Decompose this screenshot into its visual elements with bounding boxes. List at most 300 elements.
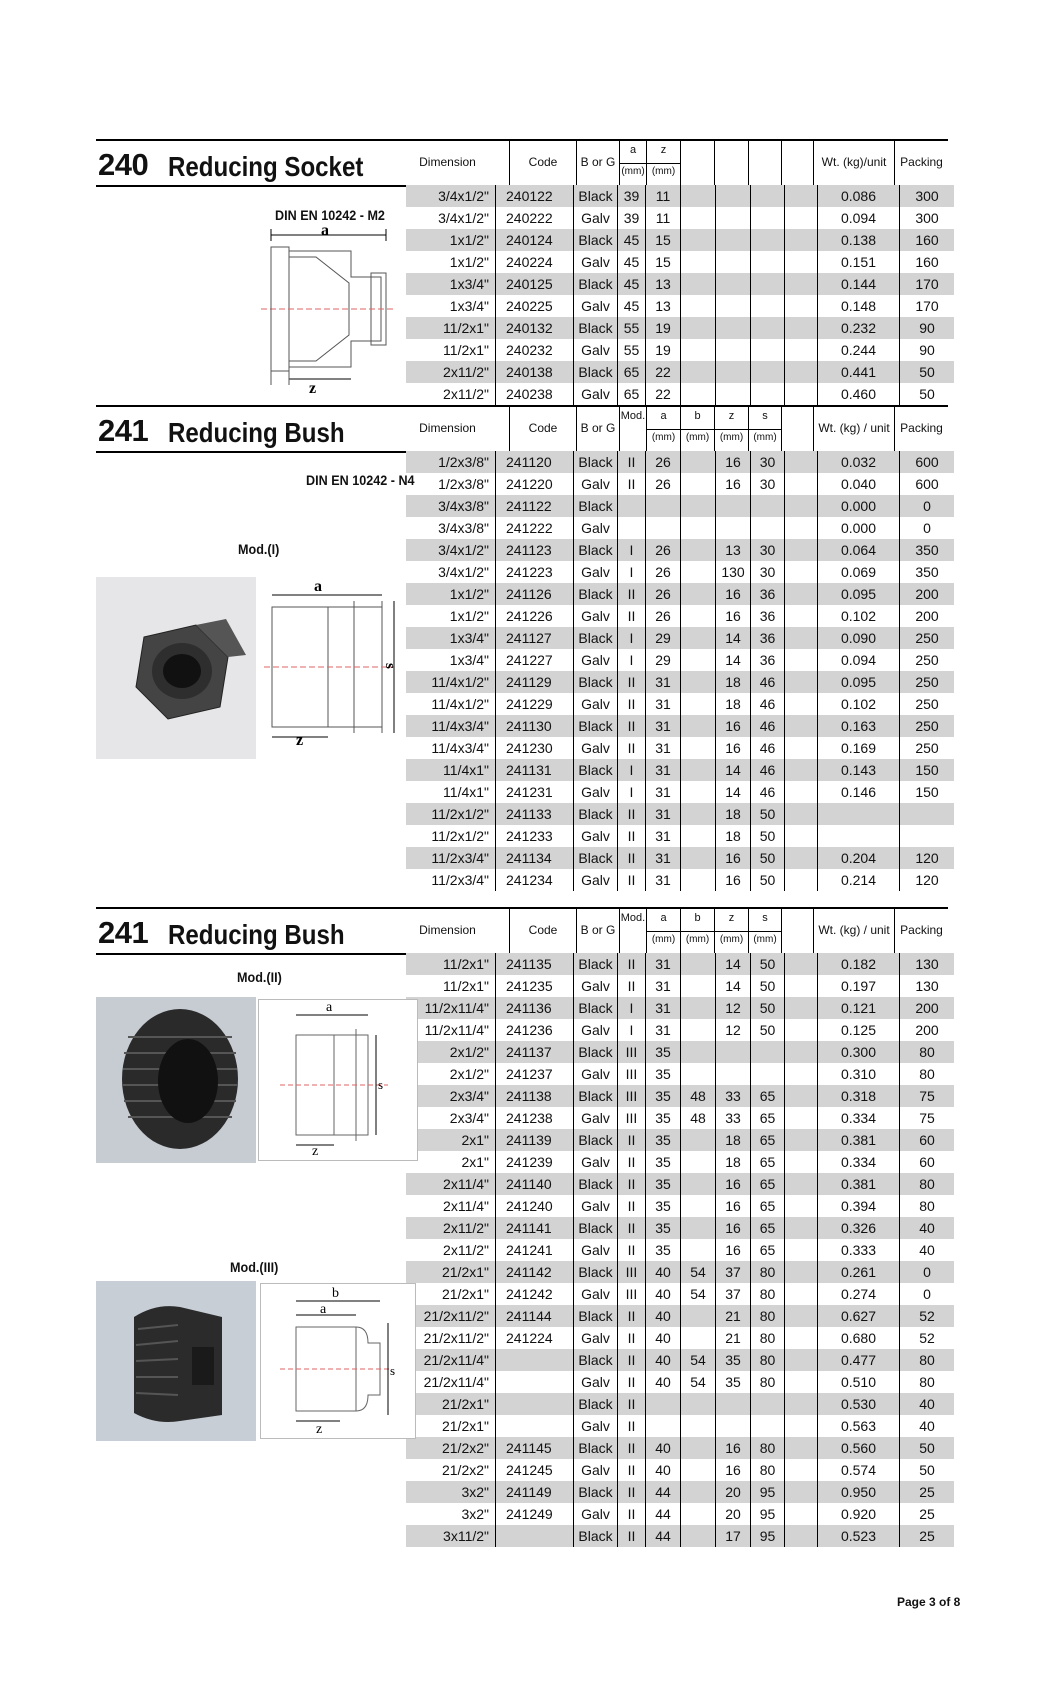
cell-borg: Black (574, 273, 618, 295)
cell-b (681, 1041, 716, 1063)
cell-code: 241136 (496, 997, 574, 1019)
cell-empty (785, 1525, 818, 1547)
cell-dim: 11/2x1" (406, 953, 496, 975)
cell-a: 26 (646, 539, 681, 561)
reducing-bush-diagram (264, 575, 404, 745)
cell-code: 241127 (496, 627, 574, 649)
cell-empty (681, 251, 716, 273)
cell-wt: 0.530 (818, 1393, 900, 1415)
col-header-z: z (mm) (646, 141, 680, 185)
cell-code (496, 1525, 574, 1547)
cell-s: 80 (751, 1437, 785, 1459)
table-row (406, 473, 954, 495)
table-row (406, 1195, 954, 1217)
cell-dim: 1x3/4" (449, 652, 489, 668)
cell-b (681, 825, 716, 847)
table-row (406, 1085, 954, 1107)
cell-s: 36 (751, 583, 785, 605)
cell-empty (785, 1349, 818, 1371)
cell-code: 241231 (496, 781, 574, 803)
cell-dim: 1x3/4" (406, 273, 496, 295)
cell-wt: 0.574 (818, 1459, 900, 1481)
cell-empty (785, 1327, 818, 1349)
cell-code: 241145 (496, 1437, 574, 1459)
col-header-empty (748, 141, 781, 185)
table-row (406, 1173, 954, 1195)
cell-a: 40 (646, 1371, 681, 1393)
cell-dim: 1/2x3/8" (406, 451, 496, 473)
cell-pack: 0 (900, 517, 955, 539)
cell-dim: 11/2x1/2" (431, 828, 489, 844)
cell-s: 65 (751, 1107, 785, 1129)
cell-dim: 11/2x3/4" (431, 872, 489, 888)
cell-borg: Black (574, 715, 618, 737)
dim-s-label: s (382, 663, 398, 669)
cell-code: 240224 (496, 251, 574, 273)
cell-empty (785, 759, 818, 781)
table-row (406, 451, 954, 473)
cell-mod: II (618, 737, 646, 759)
cell-z: 37 (716, 1261, 751, 1283)
cell-mod: I (618, 561, 646, 583)
cell-b (681, 953, 716, 975)
table-row (406, 561, 954, 583)
cell-wt: 0.627 (818, 1305, 900, 1327)
cell-code: 241234 (496, 869, 574, 891)
cell-s: 50 (751, 975, 785, 997)
table-row (406, 1041, 954, 1063)
cell-z: 37 (716, 1283, 751, 1305)
cell-z: 12 (716, 1019, 751, 1041)
cell-wt: 0.069 (818, 561, 900, 583)
cell-pack: 600 (900, 473, 955, 495)
cell-dim: 21/2x2" (406, 1437, 496, 1459)
cell-a: 40 (646, 1437, 681, 1459)
cell-code: 241236 (496, 1019, 574, 1041)
table-row (406, 229, 954, 251)
cell-mod: III (618, 1107, 646, 1129)
cell-pack: 50 (900, 1437, 955, 1459)
cell-wt: 0.204 (818, 847, 900, 869)
cell-pack: 25 (900, 1481, 955, 1503)
col-header-code: Code (509, 407, 576, 451)
col-header-a: a (mm) (646, 909, 680, 953)
cell-wt (818, 825, 900, 847)
cell-empty (785, 953, 818, 975)
cell-empty (785, 1239, 818, 1261)
cell-empty (681, 273, 716, 295)
cell-empty (785, 207, 818, 229)
cell-pack: 50 (900, 1459, 955, 1481)
cell-b (681, 1063, 716, 1085)
cell-pack: 250 (900, 649, 955, 671)
cell-b (681, 737, 716, 759)
cell-wt: 0.441 (818, 361, 900, 383)
cell-z (716, 517, 751, 539)
cell-wt: 0.560 (818, 1437, 900, 1459)
table-row (406, 1283, 954, 1305)
cell-b (681, 803, 716, 825)
cell-dim: 2x11/2" (406, 361, 496, 383)
cell-pack: 40 (900, 1393, 955, 1415)
cell-dim: 11/4x3/4" (406, 715, 496, 737)
cell-wt: 0.102 (818, 693, 900, 715)
cell-b (681, 561, 716, 583)
cell-borg: Galv (574, 207, 618, 229)
col-header-s: s (mm) (748, 407, 781, 451)
cell-mod: III (618, 1283, 646, 1305)
cell-z: 14 (716, 627, 751, 649)
cell-mod: II (618, 1217, 646, 1239)
cell-borg: Galv (574, 1239, 618, 1261)
reducing-bush-diagram-mod3 (260, 1283, 416, 1439)
table-row (406, 1217, 954, 1239)
cell-z: 16 (716, 1173, 751, 1195)
cell-borg: Black (574, 229, 618, 251)
cell-borg: Galv (574, 1195, 618, 1217)
cell-dim: 21/2x1" (406, 1393, 496, 1415)
cell-b: 54 (681, 1261, 716, 1283)
cell-empty (785, 649, 818, 671)
cell-borg: Black (574, 583, 618, 605)
cell-code: 241137 (496, 1041, 574, 1063)
cell-dim: 1/2x3/8" (438, 476, 489, 492)
cell-a: 35 (646, 1195, 681, 1217)
table-row (406, 1305, 954, 1327)
cell-code: 241140 (496, 1173, 574, 1195)
cell-empty (716, 317, 751, 339)
cell-a: 45 (618, 295, 646, 317)
col-header-borg: B or G (576, 141, 619, 185)
dim-s-label: s (390, 1363, 396, 1378)
cell-wt: 0.334 (818, 1151, 900, 1173)
cell-z: 130 (716, 561, 751, 583)
cell-z: 19 (646, 317, 681, 339)
cell-s: 80 (751, 1327, 785, 1349)
cell-a: 31 (646, 825, 681, 847)
cell-dim: 2x1/2" (406, 1041, 496, 1063)
cell-z: 20 (716, 1503, 751, 1525)
cell-dim: 11/4x1" (443, 784, 489, 800)
cell-dim: 2x11/4" (443, 1198, 489, 1214)
cell-code: 241245 (496, 1459, 574, 1481)
cell-s: 80 (751, 1283, 785, 1305)
cell-borg: Black (574, 185, 618, 207)
cell-mod: II (618, 1129, 646, 1151)
cell-b (681, 1415, 716, 1437)
cell-empty (785, 803, 818, 825)
cell-borg: Galv (574, 1151, 618, 1173)
cell-s: 46 (751, 671, 785, 693)
table-240 (406, 185, 954, 405)
cell-s: 80 (751, 1371, 785, 1393)
cell-a: 39 (618, 207, 646, 229)
cell-borg: Black (574, 361, 618, 383)
cell-empty (785, 1151, 818, 1173)
cell-mod: II (618, 1327, 646, 1349)
cell-mod: II (618, 605, 646, 627)
cell-code: 241122 (496, 495, 574, 517)
cell-wt: 0.138 (818, 229, 900, 251)
cell-mod: III (618, 1063, 646, 1085)
table-row (406, 1481, 954, 1503)
cell-code (496, 1349, 574, 1371)
cell-pack (900, 803, 955, 825)
cell-a: 45 (618, 251, 646, 273)
section-241-first (96, 405, 948, 888)
cell-wt: 0.094 (818, 207, 900, 229)
cell-z: 16 (716, 473, 751, 495)
cell-code: 241149 (496, 1481, 574, 1503)
cell-pack: 200 (900, 1019, 955, 1041)
cell-mod: I (618, 1019, 646, 1041)
cell-pack: 52 (900, 1327, 955, 1349)
cell-wt: 0.032 (818, 451, 900, 473)
cell-a: 45 (618, 229, 646, 251)
cell-z: 18 (716, 825, 751, 847)
cell-empty (751, 361, 785, 383)
col-header-packing: Packing (894, 909, 948, 953)
cell-code (496, 1371, 574, 1393)
cell-mod: II (618, 1239, 646, 1261)
cell-mod: II (618, 473, 646, 495)
cell-empty (785, 1503, 818, 1525)
cell-empty (751, 229, 785, 251)
cell-mod: I (618, 627, 646, 649)
cell-empty (785, 317, 818, 339)
cell-code: 240132 (496, 317, 574, 339)
cell-wt: 0.326 (818, 1217, 900, 1239)
cell-pack: 300 (900, 207, 955, 229)
cell-b (681, 693, 716, 715)
cell-code: 240138 (496, 361, 574, 383)
cell-mod: II (618, 1305, 646, 1327)
cell-pack: 80 (900, 1063, 955, 1085)
cell-mod: II (618, 693, 646, 715)
cell-a: 45 (618, 273, 646, 295)
cell-a: 35 (646, 1239, 681, 1261)
cell-wt: 0.477 (818, 1349, 900, 1371)
cell-z: 11 (646, 207, 681, 229)
cell-borg: Black (574, 759, 618, 781)
table-row (406, 1503, 954, 1525)
cell-z: 18 (716, 671, 751, 693)
cell-a (646, 1415, 681, 1437)
cell-pack: 250 (900, 627, 955, 649)
cell-b (681, 495, 716, 517)
col-header-packing: Packing (894, 141, 948, 185)
cell-code: 240232 (496, 339, 574, 361)
cell-s (751, 517, 785, 539)
section-title: Reducing Bush (168, 919, 345, 950)
cell-borg: Black (574, 1525, 618, 1547)
cell-dim: 2x11/2" (406, 1217, 496, 1239)
cell-b: 54 (681, 1349, 716, 1371)
cell-pack: 80 (900, 1349, 955, 1371)
table-row (406, 295, 954, 317)
cell-code: 241141 (496, 1217, 574, 1239)
page-number: Page 3 of 8 (897, 1595, 961, 1609)
cell-code: 241238 (496, 1107, 574, 1129)
cell-a: 26 (646, 583, 681, 605)
table-row (406, 251, 954, 273)
dim-a-label: a (321, 227, 329, 239)
reducing-socket-diagram (261, 227, 401, 397)
cell-code: 241239 (496, 1151, 574, 1173)
cell-pack: 160 (900, 229, 955, 251)
cell-z: 14 (716, 953, 751, 975)
col-header-borg: B or G (576, 407, 619, 451)
cell-empty (716, 383, 751, 405)
cell-borg: Galv (574, 1107, 618, 1129)
cell-a (646, 1393, 681, 1415)
cell-pack: 120 (900, 869, 955, 891)
cell-a: 65 (618, 383, 646, 405)
cell-pack: 40 (900, 1415, 955, 1437)
cell-dim: 21/2x11/4" (423, 1374, 489, 1390)
cell-a (646, 495, 681, 517)
cell-mod: II (618, 1393, 646, 1415)
cell-wt: 0.381 (818, 1173, 900, 1195)
col-header-dimension: Dimension (419, 923, 476, 937)
cell-borg: Black (574, 1217, 618, 1239)
cell-b (681, 517, 716, 539)
cell-b (681, 1503, 716, 1525)
cell-code: 241226 (496, 605, 574, 627)
cell-mod: II (618, 1525, 646, 1547)
cell-borg: Galv (574, 1063, 618, 1085)
section-number: 240 (98, 147, 149, 182)
cell-a: 31 (646, 737, 681, 759)
table-row (406, 1327, 954, 1349)
cell-pack: 170 (900, 295, 955, 317)
cell-a: 31 (646, 781, 681, 803)
cell-s: 46 (751, 715, 785, 737)
cell-pack: 200 (900, 605, 955, 627)
cell-code: 241222 (496, 517, 574, 539)
cell-a: 31 (646, 847, 681, 869)
cell-dim: 11/2x3/4" (406, 847, 496, 869)
cell-pack: 250 (900, 737, 955, 759)
cell-b (681, 539, 716, 561)
cell-empty (785, 561, 818, 583)
table-row (406, 1393, 954, 1415)
cell-wt: 0.680 (818, 1327, 900, 1349)
cell-pack: 80 (900, 1041, 955, 1063)
cell-code: 241224 (496, 1327, 574, 1349)
cell-b (681, 1459, 716, 1481)
cell-a: 31 (646, 1019, 681, 1041)
cell-b (681, 1239, 716, 1261)
cell-a: 55 (618, 317, 646, 339)
reducing-bush-diagram-mod2 (258, 999, 418, 1161)
cell-pack: 80 (900, 1371, 955, 1393)
cell-z (716, 1041, 751, 1063)
cell-empty (785, 737, 818, 759)
col-header-mod: Mod. (619, 909, 646, 953)
cell-empty (716, 361, 751, 383)
cell-wt: 0.381 (818, 1129, 900, 1151)
cell-b (681, 1217, 716, 1239)
cell-s: 65 (751, 1151, 785, 1173)
cell-dim: 11/2x1" (406, 317, 496, 339)
cell-wt: 0.148 (818, 295, 900, 317)
table-row (406, 539, 954, 561)
cell-z: 13 (646, 295, 681, 317)
cell-s: 30 (751, 473, 785, 495)
col-header-empty (781, 909, 813, 953)
cell-borg: Galv (574, 1415, 618, 1437)
cell-borg: Black (574, 997, 618, 1019)
cell-borg: Galv (574, 869, 618, 891)
cell-a: 26 (646, 561, 681, 583)
cell-a: 31 (646, 803, 681, 825)
table-row (406, 671, 954, 693)
cell-a: 31 (646, 997, 681, 1019)
cell-z: 18 (716, 803, 751, 825)
cell-s: 46 (751, 693, 785, 715)
cell-dim: 11/2x1" (443, 978, 489, 994)
table-row (406, 1019, 954, 1041)
cell-mod: II (618, 1437, 646, 1459)
cell-z: 14 (716, 781, 751, 803)
table-row (406, 1525, 954, 1547)
section-title: Reducing Socket (168, 151, 364, 182)
cell-wt: 0.333 (818, 1239, 900, 1261)
cell-empty (785, 495, 818, 517)
col-header-a: a (mm) (619, 141, 646, 185)
cell-b (681, 1173, 716, 1195)
cell-empty (751, 383, 785, 405)
cell-s: 80 (751, 1305, 785, 1327)
cell-s: 65 (751, 1085, 785, 1107)
cell-z: 22 (646, 383, 681, 405)
col-header-b: b (mm) (680, 909, 714, 953)
cell-a: 29 (646, 649, 681, 671)
table-row (406, 1371, 954, 1393)
cell-wt: 0.146 (818, 781, 900, 803)
cell-dim: 2x3/4" (406, 1085, 496, 1107)
cell-a: 35 (646, 1173, 681, 1195)
cell-z (716, 495, 751, 517)
col-header-code: Code (509, 909, 576, 953)
cell-wt: 0.318 (818, 1085, 900, 1107)
col-header-empty (781, 407, 813, 451)
cell-borg: Galv (574, 1503, 618, 1525)
cell-pack: 300 (900, 185, 955, 207)
cell-dim: 3/4x1/2" (406, 539, 496, 561)
cell-a: 31 (646, 953, 681, 975)
cell-code: 241241 (496, 1239, 574, 1261)
cell-borg: Black (574, 1437, 618, 1459)
cell-empty (751, 207, 785, 229)
cell-dim: 2x11/4" (406, 1173, 496, 1195)
cell-dim: 11/2x1/2" (406, 803, 496, 825)
cell-a: 35 (646, 1151, 681, 1173)
cell-a: 31 (646, 759, 681, 781)
cell-wt: 0.040 (818, 473, 900, 495)
cell-empty (785, 1459, 818, 1481)
cell-empty (785, 229, 818, 251)
section-header (96, 405, 948, 453)
cell-wt: 0.214 (818, 869, 900, 891)
cell-b (681, 605, 716, 627)
cell-code: 241229 (496, 693, 574, 715)
cell-z: 16 (716, 451, 751, 473)
cell-z: 21 (716, 1327, 751, 1349)
cell-a: 31 (646, 693, 681, 715)
cell-b (681, 1305, 716, 1327)
